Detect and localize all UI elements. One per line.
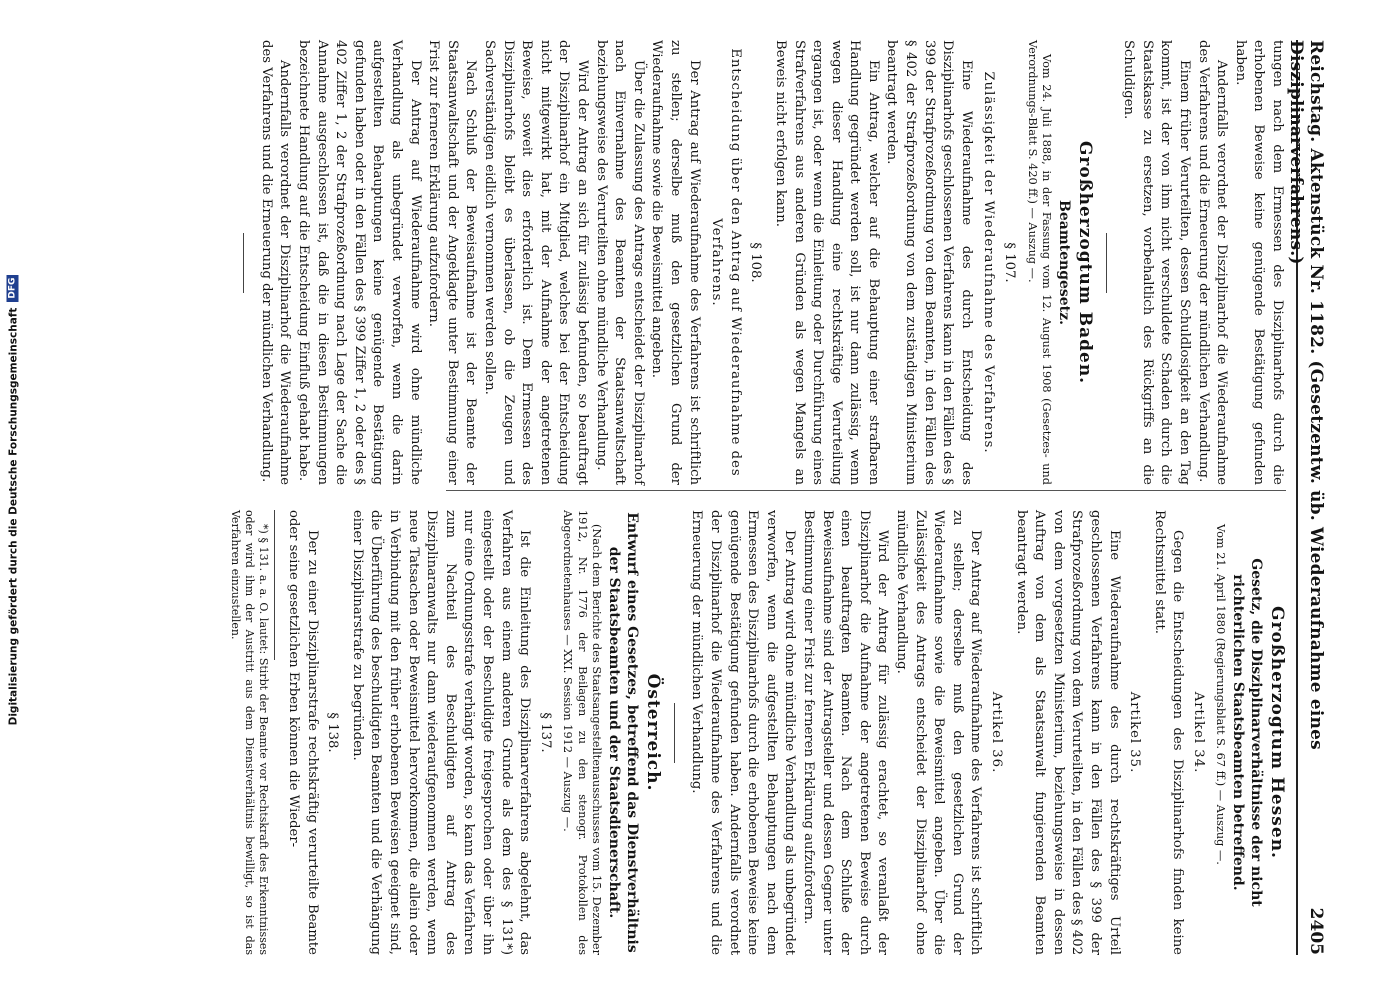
running-title: Reichstag. Aktenstück Nr. 1182. (Gesetzentw. üb. Wiederaufnahme eines Disziplinarverfahrens.) [1286, 40, 1326, 750]
law-title: Beamtengesetz. [1056, 200, 1073, 325]
article-number: Artikel 36. [988, 691, 1004, 774]
section-number: § 138. [325, 712, 341, 753]
paragraph: Der Antrag wird ohne mündliche Verhandlung als unbegründet verworfen, wenn die aufgestellten Behauptungen nach dem Ermessen des Disziplinarhofs durch die erhobenen Beweise keine genügende Bestätigung gefunden haben. Andernfalls verordnet der Disziplinarhof die Wiederaufnahme des Verfahrens und die Erneuerung der mündlichen Verhandlung. [689, 510, 798, 955]
section-number: § 137. [537, 712, 553, 753]
section-number: § 108. [748, 242, 764, 283]
page-header [1286, 40, 1328, 955]
paragraph: Eine Wiederaufnahme des durch Entscheidung des Disziplinarhofs geschlossenen Verfahrens kann in den Fällen des § 399 der Strafprozeßordnung von dem Beamten, in den Fällen des § 402 der Strafprozeßordnung von dem zuständigen Ministerium beantragt werden. [884, 40, 974, 485]
paragraph: Über die Zulassung des Antrags entscheidet der Disziplinarhof nach Einvernahme des Beamten der Staatsanwaltschaft beziehungsweise des Verurteilten ohne mündliche Verhandlung. [593, 40, 646, 485]
state-heading-baden: Großherzogtum Baden. [1074, 140, 1095, 385]
section-separator [674, 703, 675, 763]
law-title: Entwurf eines Gesetzes, betreffend das Dienstverhältnis der Staatsbeamten und der Staatsdienerschaft. [606, 512, 641, 953]
state-heading-hessen: Großherzogtum Hessen. [1267, 606, 1287, 859]
footnote: *) § 131. a. a. O. lautet: Stirbt der Beamte vor Rechtskraft des Erkenntnisses oder wird ihm der Austritt aus dem Dienstverhältnis bewilligt, so ist das Verfahren einzustellen. [229, 510, 271, 955]
section-separator [243, 233, 244, 293]
paragraph: Wird der Antrag für zulässig erachtet, so veranlaßt der Disziplinarhof die Aufnahme der angetretenen Beweise durch einen beauftragten Beamten. Nach dem Schluße der Beweisaufnahme sind der Antragsteller und dessen Gegner unter Bestimmung einer Frist zur ferneren Erklärung aufzufordern. [801, 510, 891, 955]
paragraph: tungen nach dem Ermessen des Disziplinarhofs durch die erhobenen Beweise keine genügende Bestätigung gefunden haben. [1232, 40, 1285, 485]
right-column [228, 510, 1286, 955]
state-heading-austria: Österreich. [642, 673, 663, 792]
scanned-page [90, 0, 1330, 1000]
paragraph: Der Antrag auf Wiederaufnahme des Verfahrens ist schriftlich zu stellen; derselbe muß den gesetzlichen Grund der Wiederaufnahme sowie die Beweismittel angeben. [649, 40, 702, 485]
column-divider [446, 490, 1286, 491]
article-number: Artikel 35. [1127, 691, 1143, 774]
dfg-logo-icon: DFG [6, 275, 18, 302]
source-note: (Nach dem Berichte des Staatsangestelltenausschusses vom 15. Dezember 1912, Nr. 1776 der Beilagen zu den stenogr. Protokollen des Abgeordnetenhauses — XXI. Session 1912 — Auszug —. [561, 510, 604, 955]
section-heading: Entscheidung über den Antrag auf Wiederaufnahme des Verfahrens. [709, 48, 743, 477]
paragraph: Gegen die Entscheidungen des Disziplinarhofs finden keine Rechtsmittel statt. [1151, 510, 1186, 955]
source-note: Vom 24. Juli 1888, in der Fassung vom 12. August 1908 (Gesetzes- und Verordnungs-Blatt S. 420 ff.) — Auszug —. [1025, 40, 1054, 485]
paragraph: Der Antrag auf Wiederaufnahme wird ohne mündliche Verhandlung als unbegründet verworfen, wenn die darin aufgestellten Behauptungen keine genügende Bestätigung gefunden haben oder in den Fällen des § 399 Ziffer 1, 2 oder des § 402 Ziffer 1, 2 der Strafprozeßordnung nach Lage der Sache die Annahme ausgeschlossen ist, daß die in diesen Bestimmungen bezeichnete Handlung auf die Entscheidung Einfluß gehabt habe. [296, 40, 423, 485]
paragraph: Wird der Antrag an sich für zulässig befunden, so beauftragt der Disziplinarhof ein Mitglied, welches bei der Entscheidung nicht mitgewirkt hat, mit der Aufnahme der angetretenen Beweise, soweit dies erforderlich ist. Dem Ermessen des Disziplinarhofs bleibt es überlassen, ob die Zeugen und Sachverständigen eidlich vernommen werden sollen. [482, 40, 590, 485]
paragraph: Andernfalls verordnet der Disziplinarhof die Wiederaufnahme des Verfahrens und die Erneuerung der mündlichen Verhandlung. [1195, 40, 1230, 485]
credit-text: Digitalisierung gefördert durch die Deutsche Forschungsgemeinschaft [7, 307, 20, 726]
section-number: § 107. [1002, 242, 1018, 283]
funding-credit [0, 0, 22, 1000]
page-number: 2405 [1306, 907, 1326, 955]
paragraph: Nach Schluß der Beweisaufnahme ist der Beamte der Staatsanwaltschaft und der Angeklagte unter Bestimmung einer Frist zur ferneren Erklärung aufzufordern. [426, 40, 479, 485]
law-title: Gesetz, die Disziplinarverhältnisse der nicht richterlichen Staatsbeamten betreffend. [1230, 558, 1265, 907]
section-separator [1106, 233, 1107, 293]
left-column [231, 40, 1286, 485]
paragraph: Der zu einer Disziplinarstrafe rechtskräftig verurteilte Beamte oder seine gesetzlichen Erben können die Wieder- [286, 510, 320, 955]
paragraph: Einem früher Verurteilten, dessen Schuldlosigkeit an den Tag kommt, ist der von ihm nicht verschuldete Schaden durch die Staatskasse zu ersetzen, vorbehaltlich des Rückgriffs an die Schuldigen. [1121, 40, 1193, 485]
paragraph: Andernfalls verordnet der Disziplinarhof die Wiederaufnahme des Verfahrens und die Erneuerung der mündlichen Verhandlung. [258, 40, 293, 485]
source-note: Vom 21. April 1880 (Regierungsblatt S. 67 ff.) — Auszug —. [1214, 524, 1228, 865]
footnote-rule [274, 510, 275, 660]
section-heading: Zulässigkeit der Wiederaufnahme des Verfahrens. [981, 71, 997, 454]
paragraph: Der Antrag auf Wiederaufnahme des Verfahrens ist schriftlich zu stellen; derselbe muß den gesetzlichen Grund der Wiederaufnahme sowie die Beweismittel angeben. Über die Zulässigkeit des Antrags entscheidet der Disziplinarhof ohne mündliche Verhandlung. [894, 510, 984, 955]
paragraph: Eine Wiederaufnahme des durch rechtskräftiges Urteil geschlossenen Verfahrens kann in den Fällen des § 399 der Strafprozeßordnung von dem Verurteilten, in den Fällen des § 402 von dem vorgesetzten Ministerium, beziehungsweise in dessen Auftrag von dem als Staatsanwalt fungierenden Beamten beantragt werden. [1013, 510, 1122, 955]
paragraph: Ist die Einleitung des Disziplinarverfahrens abgelehnt, das Verfahren aus einem anderen Grunde als dem des § 131*) eingestellt oder der Beschuldigte freigesprochen oder über ihn nur eine Ordnungsstrafe verhängt worden, so kann das Verfahren zum Nachteil des Beschuldigten auf Antrag des Disziplinaranwalts nur dann wiederaufgenommen werden, wenn neue Tatsachen oder Beweismittel hervorkommen, die allein oder in Verbindung mit den früher erhobenen Beweisen geeignet sind, die Überführung des beschuldigten Beamten und die Verhängung einer Disziplinarstrafe zu begründen. [349, 510, 533, 955]
article-number: Artikel 34. [1190, 691, 1206, 774]
paragraph: Ein Antrag, welcher auf die Behauptung einer strafbaren Handlung gegründet werden soll, ist nur dann zulässig, wenn wegen dieser Handlung eine rechtskräftige Verurteilung ergangen ist, oder wenn die Einleitung oder Durchführung eines Strafverfahrens aus anderen Gründen als wegen Mangels an Beweis nicht erfolgen kann. [772, 40, 881, 485]
